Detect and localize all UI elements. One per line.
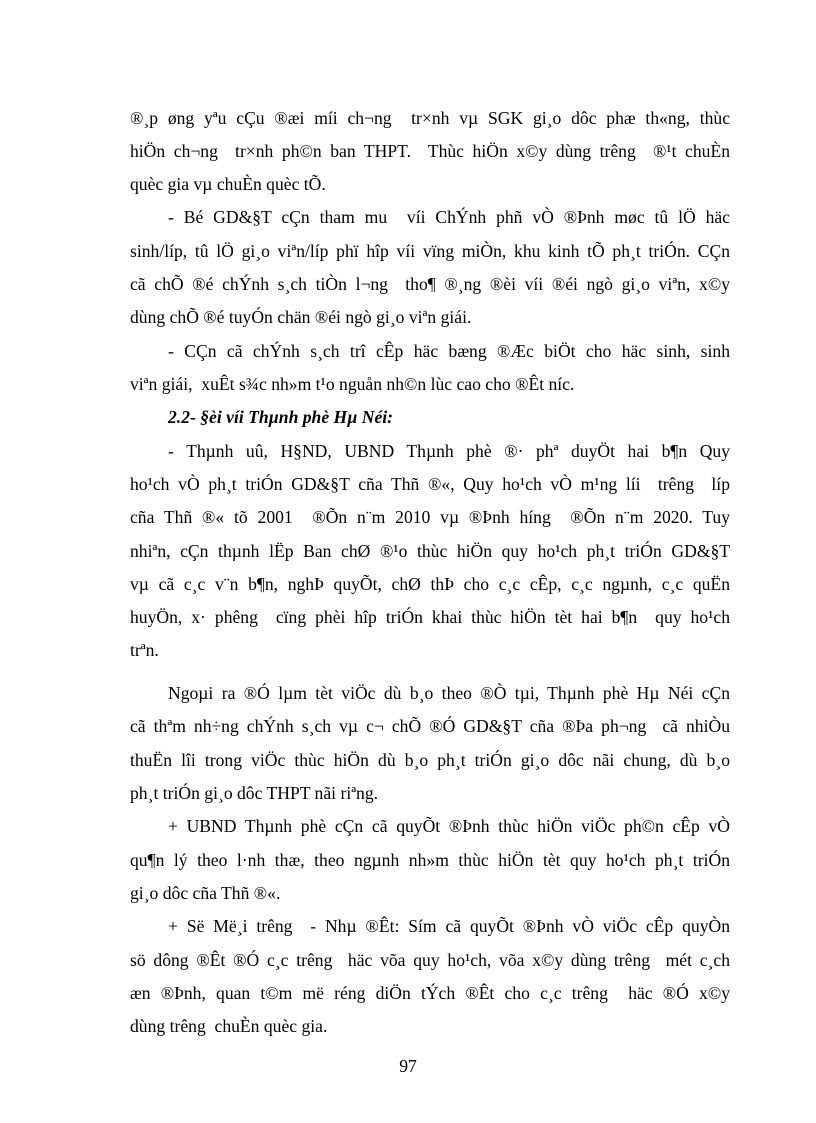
paragraph-line: sö dông ®Êt ®Ó c¸c trêng häc võa quy ho¹ch, võa x©y dùng trêng mét c¸ch (130, 950, 730, 970)
paragraph-line: ph¸t triÓn gi¸o dôc THPT nãi riªng. (130, 783, 379, 803)
paragraph-line: - Bé GD&§T cÇn tham mu víi ChÝnh phñ vÒ ®Þnh møc tû lÖ häc (168, 207, 730, 227)
paragraph-line: sinh/líp, tû lÖ gi¸o viªn/líp phï hîp víi vïng miÒn, khu kinh tÕ ph¸t triÓn. CÇn (130, 241, 730, 261)
paragraph-line: quèc gia vµ chuÈn quèc tÕ. (130, 174, 326, 194)
paragraph-line: - Thµnh uû, H§ND, UBND Thµnh phè ®· phª duyÖt hai b¶n Quy (168, 441, 730, 461)
paragraph-line: cã chÕ ®é chÝnh s¸ch tiÒn l¬ng tho¶ ®¸ng ®èi víi ®éi ngò gi¸o viªn, x©y (130, 274, 730, 294)
paragraph-line: vµ cã c¸c v¨n b¶n, nghÞ quyÕt, chØ thÞ cho c¸c cÊp, c¸c ngµnh, c¸c quËn (130, 574, 730, 594)
paragraph-line: dùng chÕ ®é tuyÓn chän ®éi ngò gi¸o viªn giái. (130, 307, 472, 327)
paragraph-line: dùng trêng chuÈn quèc gia. (130, 1016, 328, 1036)
paragraph-line: æn ®Þnh, quan t©m më réng diÖn tÝch ®Êt cho c¸c trêng häc ®Ó x©y (130, 983, 730, 1003)
paragraph-line: Ngoµi ra ®Ó lµm tèt viÖc dù b¸o theo ®Ò tµi, Thµnh phè Hµ Néi cÇn (168, 683, 730, 703)
paragraph-line: ®¸p øng yªu cÇu ®æi míi ch¬ng tr×nh vµ SGK gi¸o dôc phæ th«ng, thùc (130, 108, 730, 128)
paragraph-line: - CÇn cã chÝnh s¸ch trî cÊp häc bæng ®Æc biÖt cho häc sinh, sinh (168, 341, 730, 361)
paragraph-line: nhiªn, cÇn thµnh lËp Ban chØ ®¹o thùc hiÖn quy ho¹ch ph¸t triÓn GD&§T (130, 541, 730, 561)
paragraph-line: cña Thñ ®« tõ 2001 ®Õn n¨m 2010 vµ ®Þnh híng ®Õn n¨m 2020. Tuy (130, 507, 730, 527)
section-heading: 2.2- §èi víi Thµnh phè Hµ Néi: (168, 407, 394, 427)
paragraph-line: qu¶n lý theo l·nh thæ, theo ngµnh nh»m thùc hiÖn tèt quy ho¹ch ph¸t triÓn (130, 850, 730, 870)
paragraph-line: huyÖn, x· phêng cïng phèi hîp triÓn khai thùc hiÖn tèt hai b¶n quy ho¹ch (130, 607, 730, 627)
paragraph-line: hiÖn ch¬ng tr×nh ph©n ban THPT. Thùc hiÖn x©y dùng trêng ®¹t chuÈn (130, 141, 730, 161)
paragraph-line: thuËn lîi trong viÖc thùc hiÖn dù b¸o ph¸t triÓn gi¸o dôc nãi chung, dù b¸o (130, 750, 730, 770)
paragraph-line: viªn giái, xuÊt s¾c nh»m t¹o nguån nh©n lùc cao cho ®Êt níc. (130, 374, 575, 394)
paragraph-line: trªn. (130, 640, 159, 660)
page-number: 97 (399, 1056, 417, 1076)
paragraph-line: + UBND Thµnh phè cÇn cã quyÕt ®Þnh thùc hiÖn viÖc ph©n cÊp vÒ (168, 816, 730, 836)
paragraph-line: cã thªm nh÷ng chÝnh s¸ch vµ c¬ chÕ ®Ó GD&§T cña ®Þa ph¬ng cã nhiÒu (130, 716, 730, 736)
paragraph-line: ho¹ch vÒ ph¸t triÓn GD&§T cña Thñ ®«, Quy ho¹ch vÒ m¹ng líi trêng líp (130, 474, 730, 494)
paragraph-line: gi¸o dôc cña Thñ ®«. (130, 883, 281, 903)
paragraph-line: + Së Më¸i trêng - Nhµ ®Êt: Sím cã quyÕt ®Þnh vÒ viÖc cÊp quyÒn (168, 916, 730, 936)
